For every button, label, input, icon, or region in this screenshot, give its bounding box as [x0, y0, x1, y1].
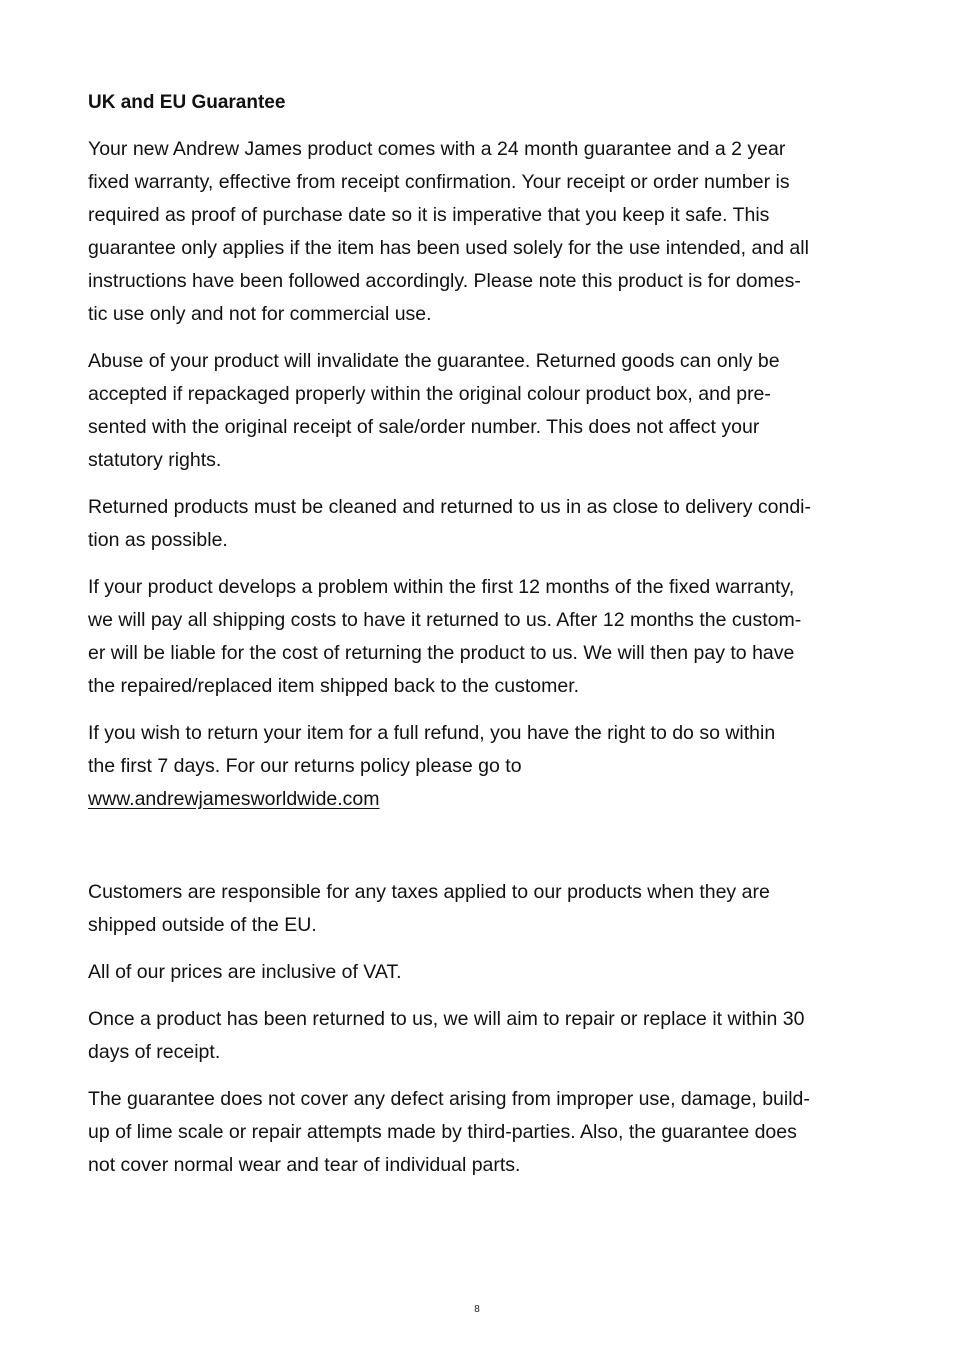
text-line: tion as possible.	[88, 529, 228, 551]
text-line: the repaired/replaced item shipped back to the customer.	[88, 675, 580, 697]
vat-paragraph	[88, 956, 872, 989]
guarantee-paragraph	[88, 133, 872, 331]
text-line: up of lime scale or repair attempts made by third-parties. Also, the guarantee does	[88, 1121, 797, 1143]
text-line: If your product develops a problem within the first 12 months of the fixed warranty,	[88, 576, 795, 598]
text-line: All of our prices are inclusive of VAT.	[88, 961, 402, 983]
text-line: guarantee only applies if the item has been used solely for the use intended, and all	[88, 237, 809, 259]
abuse-paragraph	[88, 345, 872, 477]
exclusions-paragraph	[88, 1083, 872, 1182]
text-line: Once a product has been returned to us, we will aim to repair or replace it within 30	[88, 1008, 805, 1030]
text-line: sented with the original receipt of sale/order number. This does not affect your	[88, 416, 760, 438]
text-line: required as proof of purchase date so it is imperative that you keep it safe. This	[88, 204, 770, 226]
returns-policy-link[interactable]: www.andrewjamesworldwide.com	[88, 788, 380, 810]
text-line: we will pay all shipping costs to have it returned to us. After 12 months the custom-	[88, 609, 802, 631]
text-line-link	[88, 783, 872, 816]
text-line: the first 7 days. For our returns policy please go to	[88, 755, 522, 777]
text-line: If you wish to return your item for a full refund, you have the right to do so within	[88, 722, 776, 744]
text-line: statutory rights.	[88, 449, 222, 471]
page-number: 8	[474, 1304, 480, 1315]
text-line: instructions have been followed accordingly. Please note this product is for domes-	[88, 270, 801, 292]
text-line: Returned products must be cleaned and returned to us in as close to delivery condi-	[88, 496, 811, 518]
repair-replace-paragraph	[88, 1003, 872, 1069]
text-line: accepted if repackaged properly within the original colour product box, and pre-	[88, 383, 771, 405]
refund-paragraph	[88, 717, 872, 816]
section-spacer	[88, 830, 872, 876]
text-line: er will be liable for the cost of returning the product to us. We will then pay to have	[88, 642, 795, 664]
text-line: tic use only and not for commercial use.	[88, 303, 432, 325]
text-line: Customers are responsible for any taxes applied to our products when they are	[88, 881, 770, 903]
taxes-paragraph	[88, 876, 872, 942]
text-line: shipped outside of the EU.	[88, 914, 317, 936]
shipping-costs-paragraph	[88, 571, 872, 703]
text-line: fixed warranty, effective from receipt confirmation. Your receipt or order number is	[88, 171, 790, 193]
text-line: Abuse of your product will invalidate the guarantee. Returned goods can only be	[88, 350, 780, 372]
returned-products-paragraph	[88, 491, 872, 557]
text-line: The guarantee does not cover any defect arising from improper use, damage, build-	[88, 1088, 810, 1110]
text-line: not cover normal wear and tear of individual parts.	[88, 1154, 521, 1176]
section-heading: UK and EU Guarantee	[88, 92, 286, 113]
text-line: Your new Andrew James product comes with a 24 month guarantee and a 2 year	[88, 138, 786, 160]
page-content	[88, 86, 872, 1196]
text-line: days of receipt.	[88, 1041, 221, 1063]
